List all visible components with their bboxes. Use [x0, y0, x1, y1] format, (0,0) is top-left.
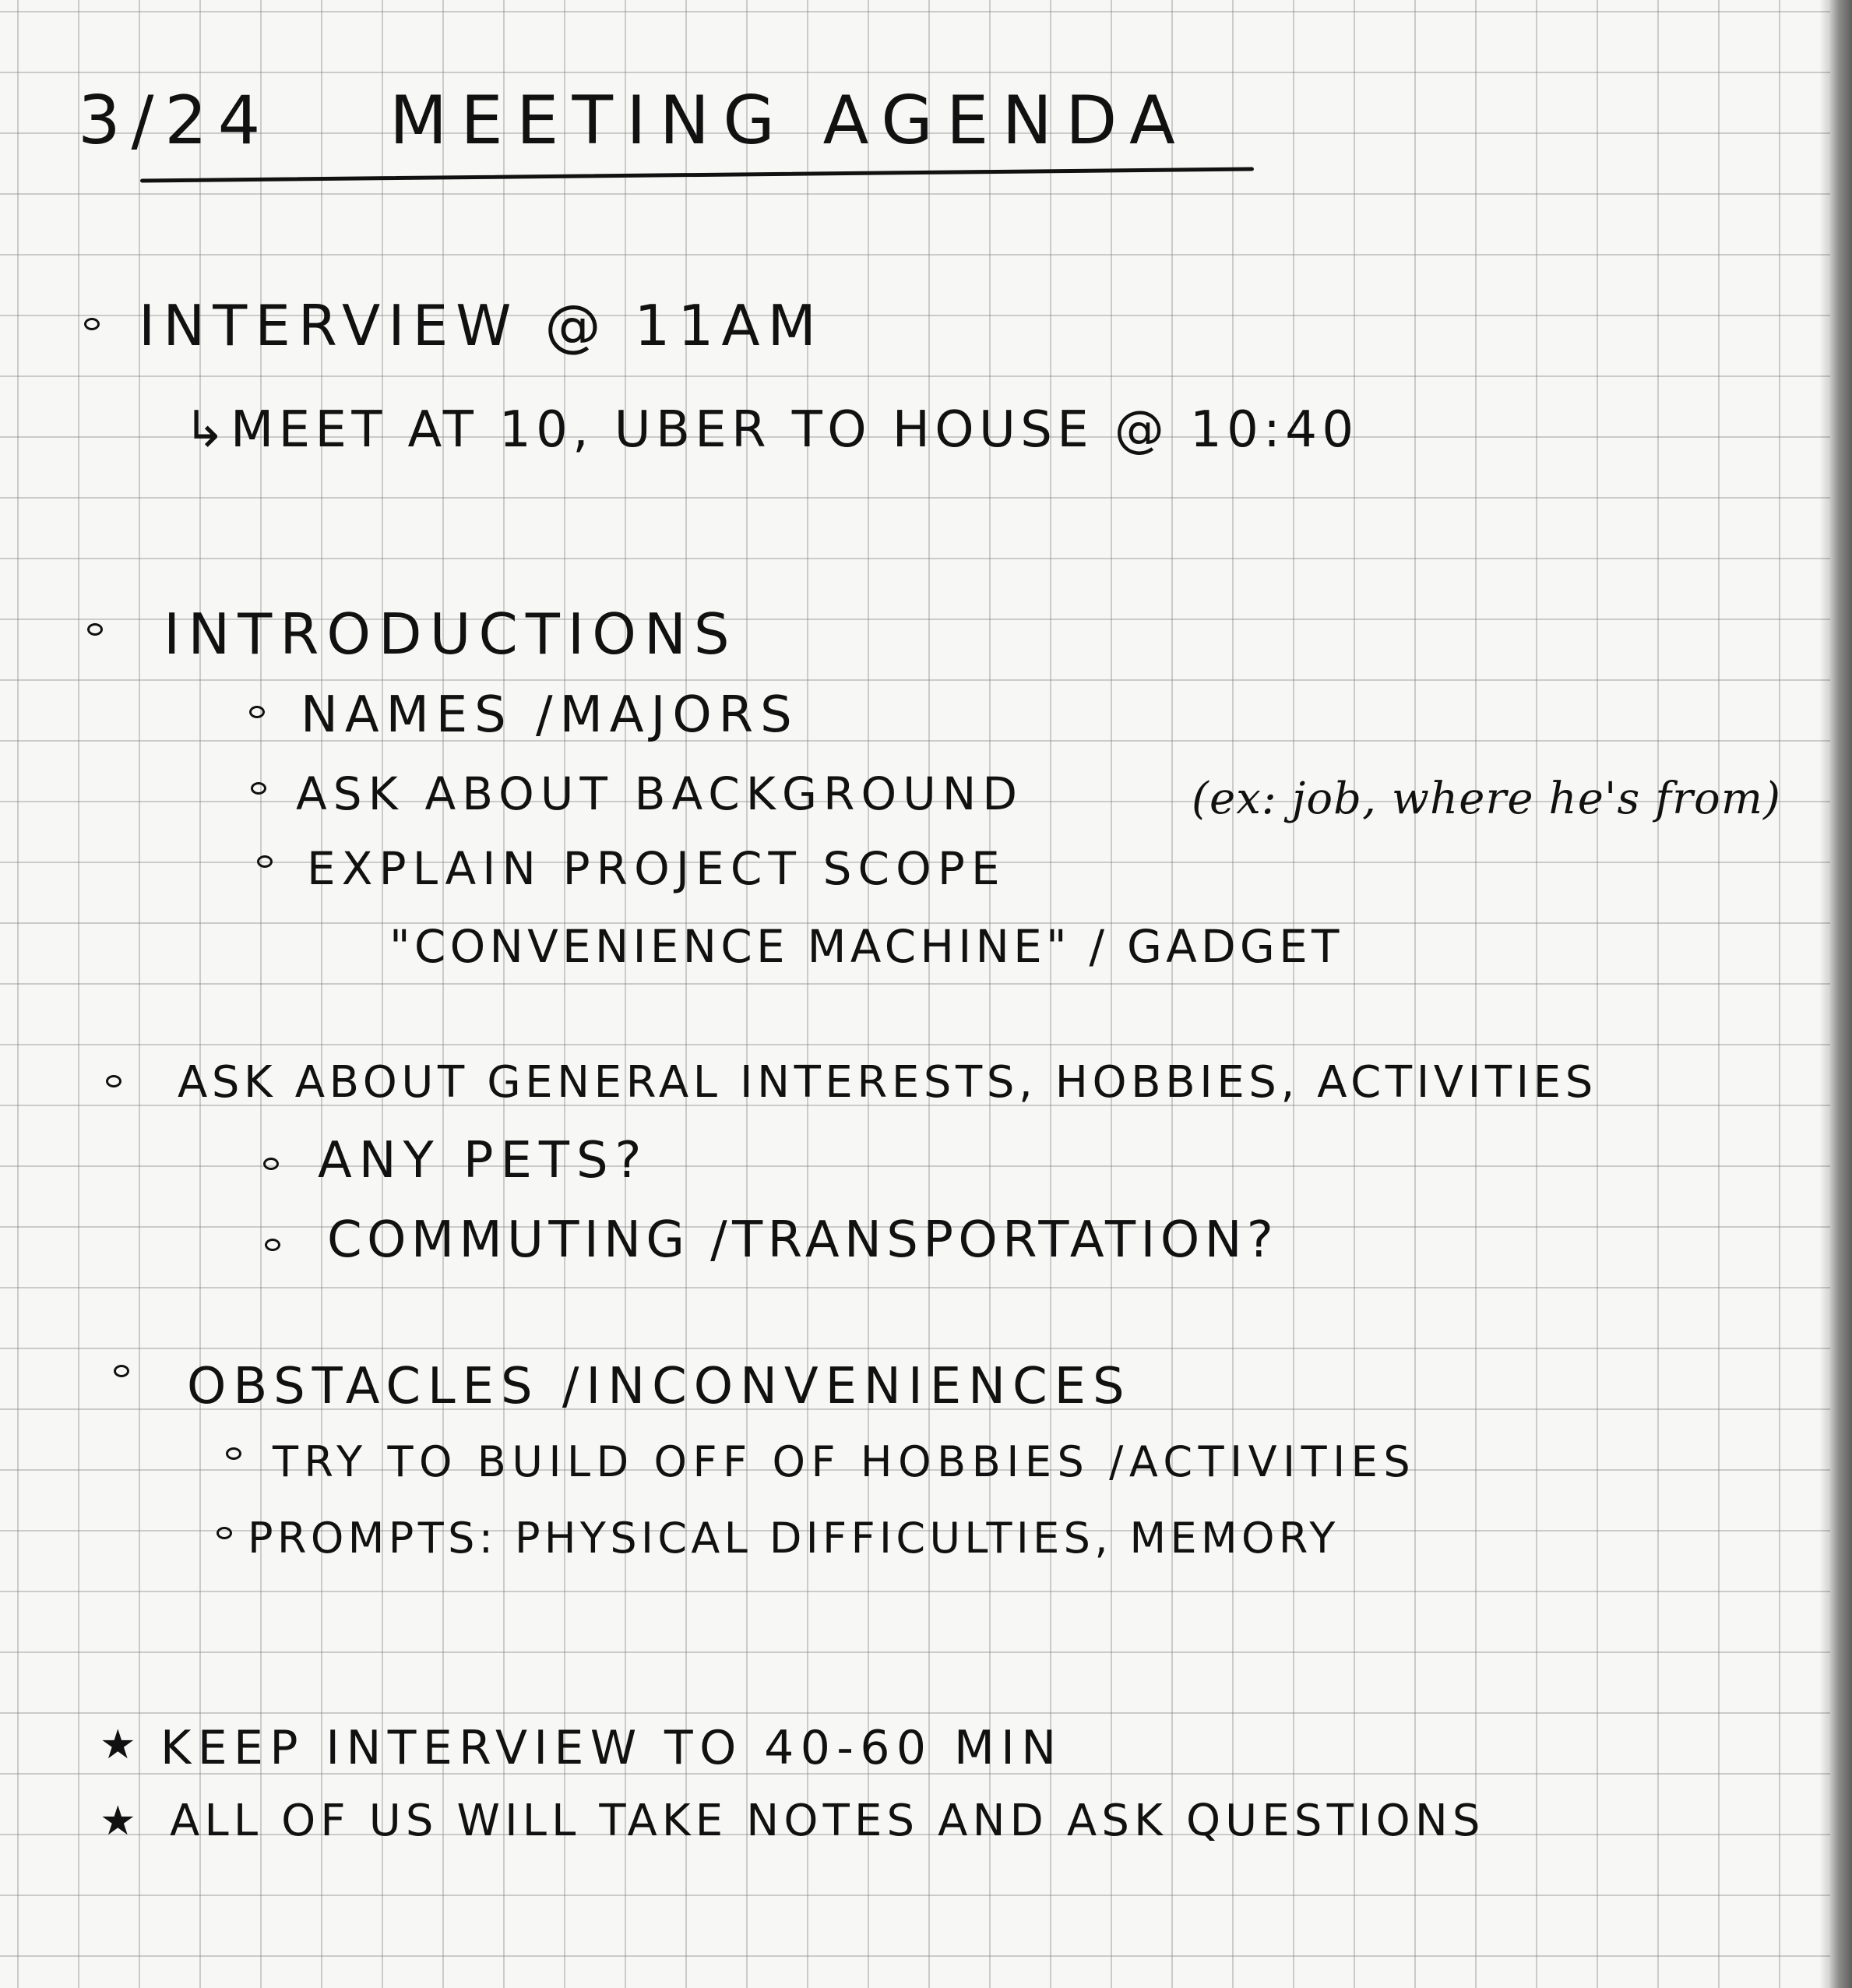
- bullet-icon: [87, 623, 103, 636]
- bullet-icon: [265, 1239, 280, 1251]
- commuting-item: COMMUTING /TRANSPORTATION?: [327, 1211, 1279, 1269]
- pets-item: ANY PETS?: [318, 1132, 649, 1190]
- bullet-icon: [217, 1527, 232, 1539]
- prompts-item: PROMPTS: PHYSICAL DIFFICULTIES, MEMORY: [248, 1514, 1340, 1563]
- star-icon: ★: [100, 1722, 136, 1768]
- background-item: ASK ABOUT BACKGROUND: [296, 767, 1024, 820]
- names-majors-item: NAMES /MAJORS: [301, 686, 799, 744]
- page-title: MEETING AGENDA: [389, 82, 1189, 160]
- background-aside: (ex: job, where he's from): [1192, 774, 1782, 824]
- interests-heading: ASK ABOUT GENERAL INTERESTS, HOBBIES, ACTIVITIES: [178, 1057, 1597, 1108]
- duration-note: KEEP INTERVIEW TO 40-60 MIN: [160, 1721, 1063, 1775]
- project-scope-detail: "CONVENIENCE MACHINE" / GADGET: [389, 920, 1343, 973]
- bullet-icon: [114, 1365, 129, 1377]
- bullet-icon: [106, 1075, 121, 1087]
- build-off-hobbies-item: TRY TO BUILD OFF OF HOBBIES /ACTIVITIES: [273, 1437, 1417, 1486]
- project-scope-item: EXPLAIN PROJECT SCOPE: [307, 842, 1006, 895]
- bullet-icon: [263, 1158, 279, 1170]
- title-date: 3/24: [78, 82, 272, 160]
- introductions-heading: INTRODUCTIONS: [164, 601, 738, 667]
- notes-questions-note: ALL OF US WILL TAKE NOTES AND ASK QUESTIONS: [170, 1796, 1485, 1846]
- title-underline: [140, 167, 1254, 183]
- obstacles-heading: OBSTACLES /INCONVENIENCES: [187, 1358, 1132, 1415]
- interview-heading: INTERVIEW @ 11AM: [139, 293, 824, 358]
- star-icon: ★: [100, 1798, 136, 1845]
- bullet-icon: [257, 855, 273, 868]
- bullet-icon: [226, 1447, 241, 1460]
- bullet-icon: [249, 706, 265, 718]
- meet-time-note: ↳MEET AT 10, UBER TO HOUSE @ 10:40: [184, 401, 1359, 459]
- notebook-edge: [1830, 0, 1852, 1988]
- bullet-icon: [251, 782, 266, 795]
- bullet-icon: [84, 318, 100, 330]
